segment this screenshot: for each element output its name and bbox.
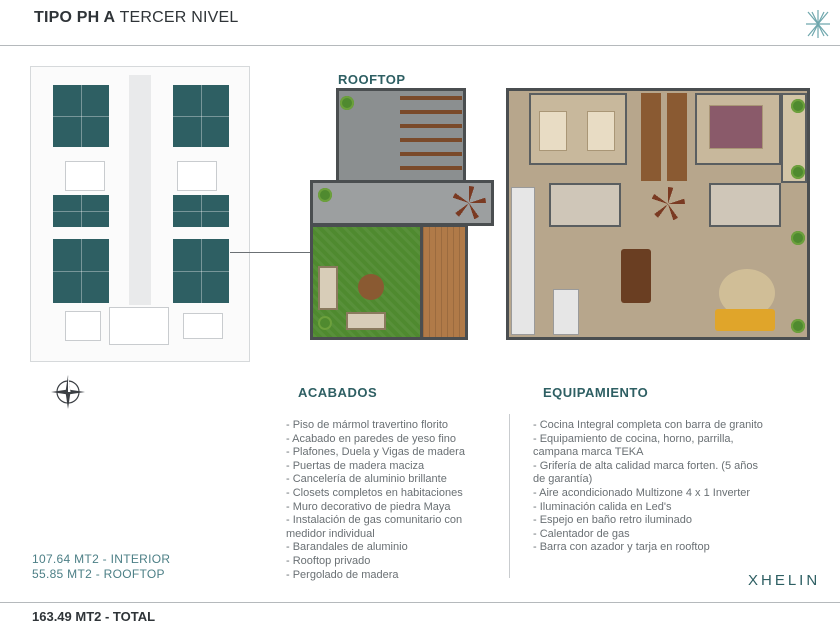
acabados-item: - Cancelería de aluminio brillante bbox=[286, 473, 447, 486]
living-sofa bbox=[715, 309, 775, 331]
page-title bbox=[34, 9, 238, 27]
plant-icon bbox=[318, 188, 332, 202]
equipamiento-item: - Espejo en baño retro iluminado bbox=[533, 514, 692, 527]
plant-icon bbox=[340, 96, 354, 110]
single-bed bbox=[587, 111, 615, 151]
apartment-plan bbox=[506, 88, 810, 340]
closet bbox=[641, 93, 661, 181]
equipamiento-item: campana marca TEKA bbox=[533, 446, 644, 459]
site-block bbox=[183, 313, 223, 339]
site-road bbox=[129, 75, 151, 305]
footer-divider bbox=[0, 602, 840, 603]
rooftop-plan bbox=[310, 88, 494, 340]
kitchen-counter bbox=[511, 187, 535, 335]
site-block bbox=[65, 161, 105, 191]
interior-area: 107.64 MT2 - INTERIOR bbox=[32, 552, 171, 566]
double-bed bbox=[709, 105, 763, 149]
plant-icon bbox=[791, 319, 805, 333]
closet bbox=[667, 93, 687, 181]
site-block bbox=[109, 307, 169, 345]
rooftop-label: ROOFTOP bbox=[338, 72, 406, 87]
header-divider bbox=[0, 45, 840, 46]
plant-icon bbox=[791, 99, 805, 113]
equipamiento-item: - Aire acondicionado Multizone 4 x 1 Inverter bbox=[533, 486, 751, 499]
equipamiento-heading: EQUIPAMIENTO bbox=[543, 385, 649, 400]
brand-logo-text: XHELIN bbox=[748, 572, 821, 589]
equipamiento-item: de garantía) bbox=[533, 473, 593, 486]
column-divider bbox=[509, 414, 510, 578]
ceiling-fan-icon bbox=[651, 187, 685, 221]
site-plan bbox=[30, 66, 250, 362]
tower-block bbox=[173, 195, 229, 227]
site-block bbox=[65, 311, 101, 341]
equipamiento-item: - Grifería de alta calidad marca forten. (5 años bbox=[533, 459, 758, 472]
outdoor-table bbox=[358, 274, 384, 300]
kitchen-island bbox=[553, 289, 579, 335]
outdoor-sofa bbox=[346, 312, 386, 330]
tower-block bbox=[53, 85, 109, 147]
acabados-item: - Pergolado de madera bbox=[286, 568, 399, 581]
tower-block bbox=[173, 85, 229, 147]
plan-connector-line bbox=[230, 252, 310, 253]
total-area: 163.49 MT2 - TOTAL bbox=[32, 609, 156, 624]
plant-icon bbox=[791, 231, 805, 245]
equipamiento-list bbox=[533, 419, 763, 555]
acabados-item: - Rooftop privado bbox=[286, 554, 371, 567]
bathroom bbox=[549, 183, 621, 227]
bathroom bbox=[709, 183, 781, 227]
acabados-item: - Muro decorativo de piedra Maya bbox=[286, 500, 451, 513]
acabados-heading: ACABADOS bbox=[298, 385, 378, 400]
compass-icon bbox=[50, 374, 86, 410]
plant-icon bbox=[791, 165, 805, 179]
outdoor-sofa bbox=[318, 266, 338, 310]
rooftop-deck bbox=[420, 224, 468, 340]
acabados-item: - Closets completos en habitaciones bbox=[286, 486, 463, 499]
acabados-item: medidor individual bbox=[286, 527, 375, 540]
site-block bbox=[177, 161, 217, 191]
acabados-item: - Acabado en paredes de yeso fino bbox=[286, 432, 457, 445]
dining-table bbox=[621, 249, 651, 303]
equipamiento-item: - Calentador de gas bbox=[533, 527, 630, 540]
title-level: TERCER NIVEL bbox=[119, 9, 239, 26]
acabados-list bbox=[286, 419, 465, 582]
acabados-item: - Piso de mármol travertino florito bbox=[286, 419, 448, 431]
ceiling-fan-icon bbox=[452, 186, 486, 220]
tower-block bbox=[53, 195, 109, 227]
tower-block bbox=[53, 239, 109, 303]
xhelin-pattern-icon bbox=[806, 10, 830, 38]
pergola bbox=[400, 96, 462, 184]
acabados-item: - Instalación de gas comunitario con bbox=[286, 514, 463, 527]
rooftop-area: 55.85 MT2 - ROOFTOP bbox=[32, 567, 165, 581]
equipamiento-item: - Barra con azador y tarja en rooftop bbox=[533, 541, 710, 554]
equipamiento-item: - Cocina Integral completa con barra de granito bbox=[533, 419, 763, 431]
acabados-item: - Barandales de aluminio bbox=[286, 541, 408, 554]
single-bed bbox=[539, 111, 567, 151]
equipamiento-item: - Iluminación calida en Led's bbox=[533, 500, 672, 513]
acabados-item: - Puertas de madera maciza bbox=[286, 459, 425, 472]
plant-icon bbox=[318, 316, 332, 330]
tower-block bbox=[173, 239, 229, 303]
equipamiento-item: - Equipamiento de cocina, horno, parrilla, bbox=[533, 432, 734, 445]
title-type: TIPO PH A bbox=[34, 9, 116, 26]
acabados-item: - Plafones, Duela y Vigas de madera bbox=[286, 446, 465, 459]
